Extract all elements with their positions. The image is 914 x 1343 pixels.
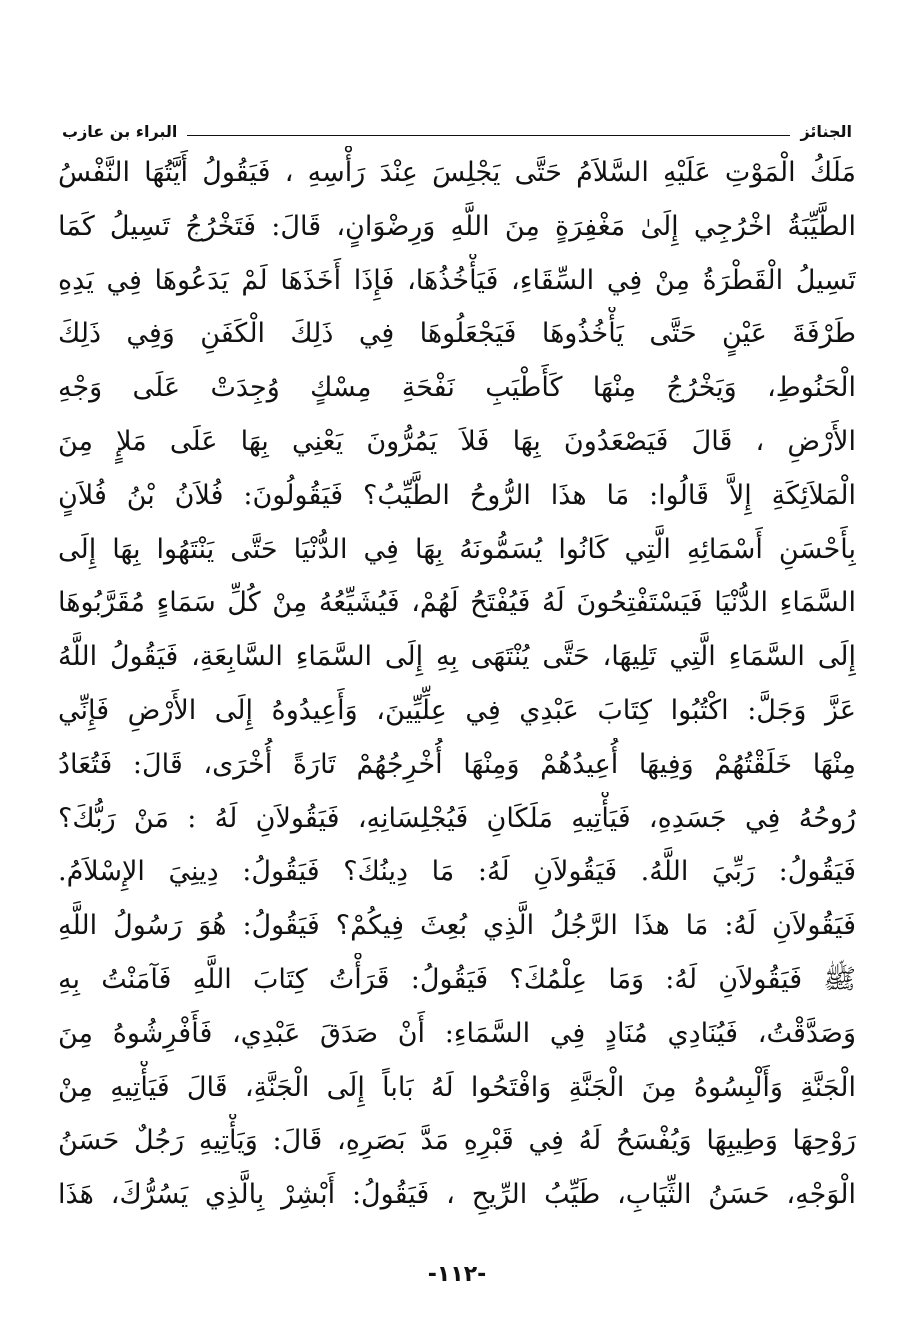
chapter-title: الجنائز [800,121,852,141]
text-line: رَوْحِهَا وَطِيبِهَا وَيُفْسَحُ لَهُ فِي قَبْرِهِ مَدَّ بَصَرِهِ، قَالَ: وَيَأْتِيهِ رَجُلٌ حَسَنُ [58,1125,856,1157]
text-line: رُوحُهُ فِي جَسَدِهِ، فَيَأْتِيهِ مَلَكَانِ فَيُجْلِسَانِهِ، فَيَقُولاَنِ لَهُ : مَنْ رَبُّكَ؟ [58,802,856,834]
text-line: طَرْفَةَ عَيْنٍ حَتَّى يَأْخُذُوهَا فَيَجْعَلُوهَا فِي ذَلِكَ الْكَفَنِ وَفِي ذَلِكَ [58,318,856,350]
text-line: بِأَحْسَنِ أَسْمَائِهِ الَّتِي كَانُوا يُسَمُّونَهُ بِهَا فِي الدُّنْيَا حَتَّى يَنْتَهُوا بِهَا إِلَى [58,533,856,565]
section-title: البراء بن عازب [62,121,178,141]
text-line: الْوَجْهِ، حَسَنُ الثِّيَابِ، طَيِّبُ الرِّيحِ ، فَيَقُولُ: أَبْشِرْ بِالَّذِي يَسُرُّكَ، هَذَا [58,1179,856,1211]
text-line: الْحَنُوطِ، وَيَخْرُجُ مِنْهَا كَأَطْيَبِ نَفْحَةِ مِسْكٍ وُجِدَتْ عَلَى وَجْهِ [58,372,856,404]
text-line: إِلَى السَّمَاءِ الَّتِي تَلِيهَا، حَتَّى يُنْتَهَى بِهِ إِلَى السَّمَاءِ السَّابِعَةِ، فَيَقُولُ اللَّهُ [58,641,856,673]
text-line: مِنْهَا خَلَقْتُهُمْ وَفِيهَا أُعِيدُهُمْ وَمِنْهَا أُخْرِجُهُمْ تَارَةً أُخْرَى، قَالَ: فَتُعَادُ [58,748,856,780]
header-rule [187,135,790,136]
text-line: وَصَدَّقْتُ، فَيُنَادِي مُنَادٍ فِي السَّمَاءِ: أَنْ صَدَقَ عَبْدِي، فَأَفْرِشُوهُ مِنَ [58,1017,856,1049]
text-line: الْجَنَّةِ وَأَلْبِسُوهُ مِنَ الْجَنَّةِ وَافْتَحُوا لَهُ بَاباً إِلَى الْجَنَّةِ، قَالَ فَيَأْتِيهِ مِنْ [58,1071,856,1103]
body-text [58,146,856,1222]
text-line: الأَرْضِ ، قَالَ فَيَصْعَدُونَ بِهَا فَلاَ يَمُرُّونَ يَعْنِي بِهَا عَلَى مَلإٍ مِنَ [58,425,856,457]
text-line: فَيَقُولُ: رَبِّيَ اللَّهُ. فَيَقُولاَنِ لَهُ: مَا دِينُكَ؟ فَيَقُولُ: دِينِيَ الإِسْلاَمُ. [58,856,856,888]
page-number: -١١٢- [427,1262,487,1287]
running-header [62,118,852,144]
text-line: فَيَقُولاَنِ لَهُ: مَا هذَا الرَّجُلُ الَّذِي بُعِثَ فِيكُمْ؟ فَيَقُولُ: هُوَ رَسُولُ اللَّهِ [58,910,856,942]
text-line: الطَّيِّبَةُ اخْرُجِي إِلَىٰ مَغْفِرَةٍ مِنَ اللَّهِ وَرِضْوَانٍ، قَالَ: فَتَخْرُجُ تَسِيلُ كَمَا [58,210,856,242]
text-line: ﷺ فَيَقُولاَنِ لَهُ: وَمَا عِلْمُكَ؟ فَيَقُولُ: قَرَأْتُ كِتَابَ اللَّهِ فَآمَنْتُ بِهِ [58,963,856,995]
text-line: تَسِيلُ الْقَطْرَةُ مِنْ فِي السِّقَاءِ، فَيَأْخُذُهَا، فَإِذَا أَخَذَهَا لَمْ يَدَعُوهَا فِي يَدِهِ [58,264,856,296]
text-line: السَّمَاءِ الدُّنْيَا فَيَسْتَفْتِحُونَ لَهُ فَيُفْتَحُ لَهُمْ، فَيُشَيِّعُهُ مِنْ كُلِّ سَمَاءٍ مُقَرَّبُوهَا [58,587,856,619]
text-line: عَزَّ وَجَلَّ: اكْتُبُوا كِتَابَ عَبْدِي فِي عِلِّيِّينَ، وَأَعِيدُوهُ إِلَى الأَرْضِ فَإِنِّي [58,694,856,726]
text-line: مَلَكُ الْمَوْتِ عَلَيْهِ السَّلاَمُ حَتَّى يَجْلِسَ عِنْدَ رَأْسِهِ ، فَيَقُولُ أَيَّتُهَا النَّفْسُ [58,157,856,188]
text-line: الْمَلاَئِكَةِ إِلاَّ قَالُوا: مَا هذَا الرُّوحُ الطَّيِّبُ؟ فَيَقُولُونَ: فُلاَنُ بْنُ فُلاَنٍ [58,479,856,511]
